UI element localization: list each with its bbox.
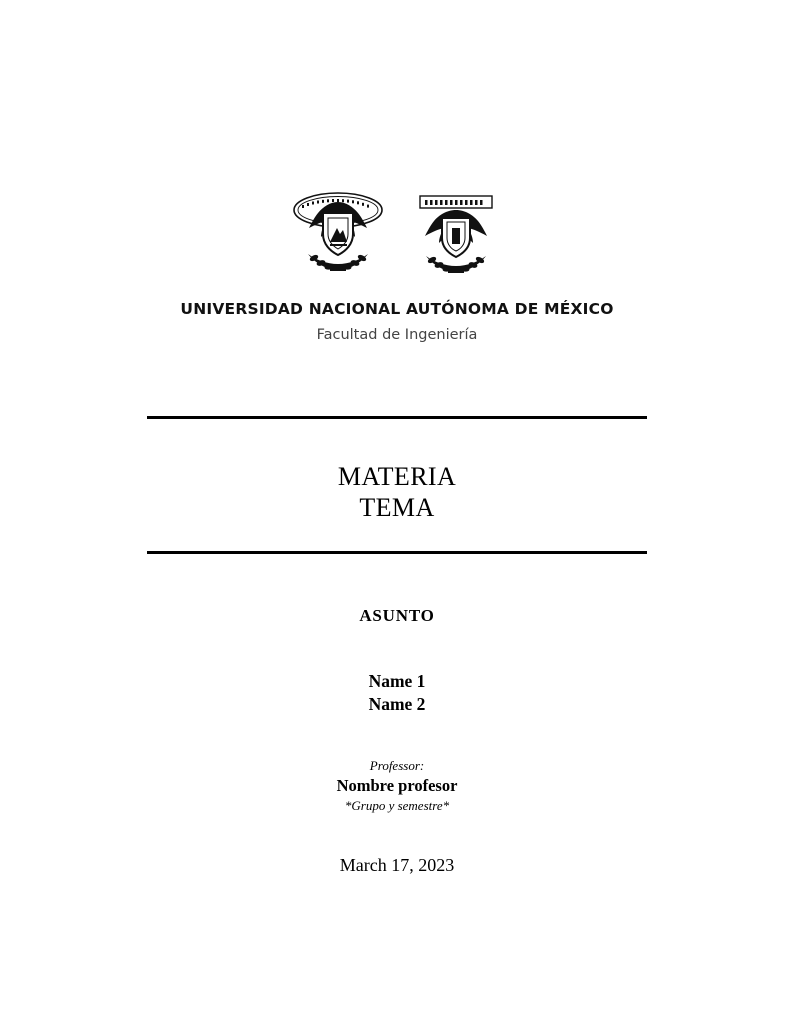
facultad-ingenieria-logo bbox=[408, 180, 504, 280]
faculty-name: Facultad de Ingeniería bbox=[316, 327, 478, 344]
topic-title: TEMA bbox=[359, 492, 435, 522]
logo-row bbox=[0, 180, 794, 280]
author-name: Name 2 bbox=[368, 694, 426, 715]
author-list bbox=[0, 670, 794, 717]
author-name: Name 1 bbox=[368, 671, 426, 691]
subject-heading: ASUNTO bbox=[359, 606, 435, 625]
document-date: March 17, 2023 bbox=[339, 855, 455, 875]
group-semester: *Grupo y semestre* bbox=[344, 798, 450, 814]
bottom-divider-rule bbox=[147, 551, 647, 554]
professor-name: Nombre profesor bbox=[336, 776, 458, 796]
professor-label: Professor: bbox=[369, 758, 425, 773]
course-title: MATERIA bbox=[337, 462, 457, 491]
title-block bbox=[0, 462, 794, 523]
university-name: UNIVERSIDAD NACIONAL AUTÓNOMA DE MÉXICO bbox=[180, 300, 614, 318]
top-divider-rule bbox=[147, 416, 647, 419]
professor-block bbox=[0, 757, 794, 816]
institution-heading bbox=[0, 300, 794, 343]
unam-shield-logo bbox=[290, 180, 386, 280]
